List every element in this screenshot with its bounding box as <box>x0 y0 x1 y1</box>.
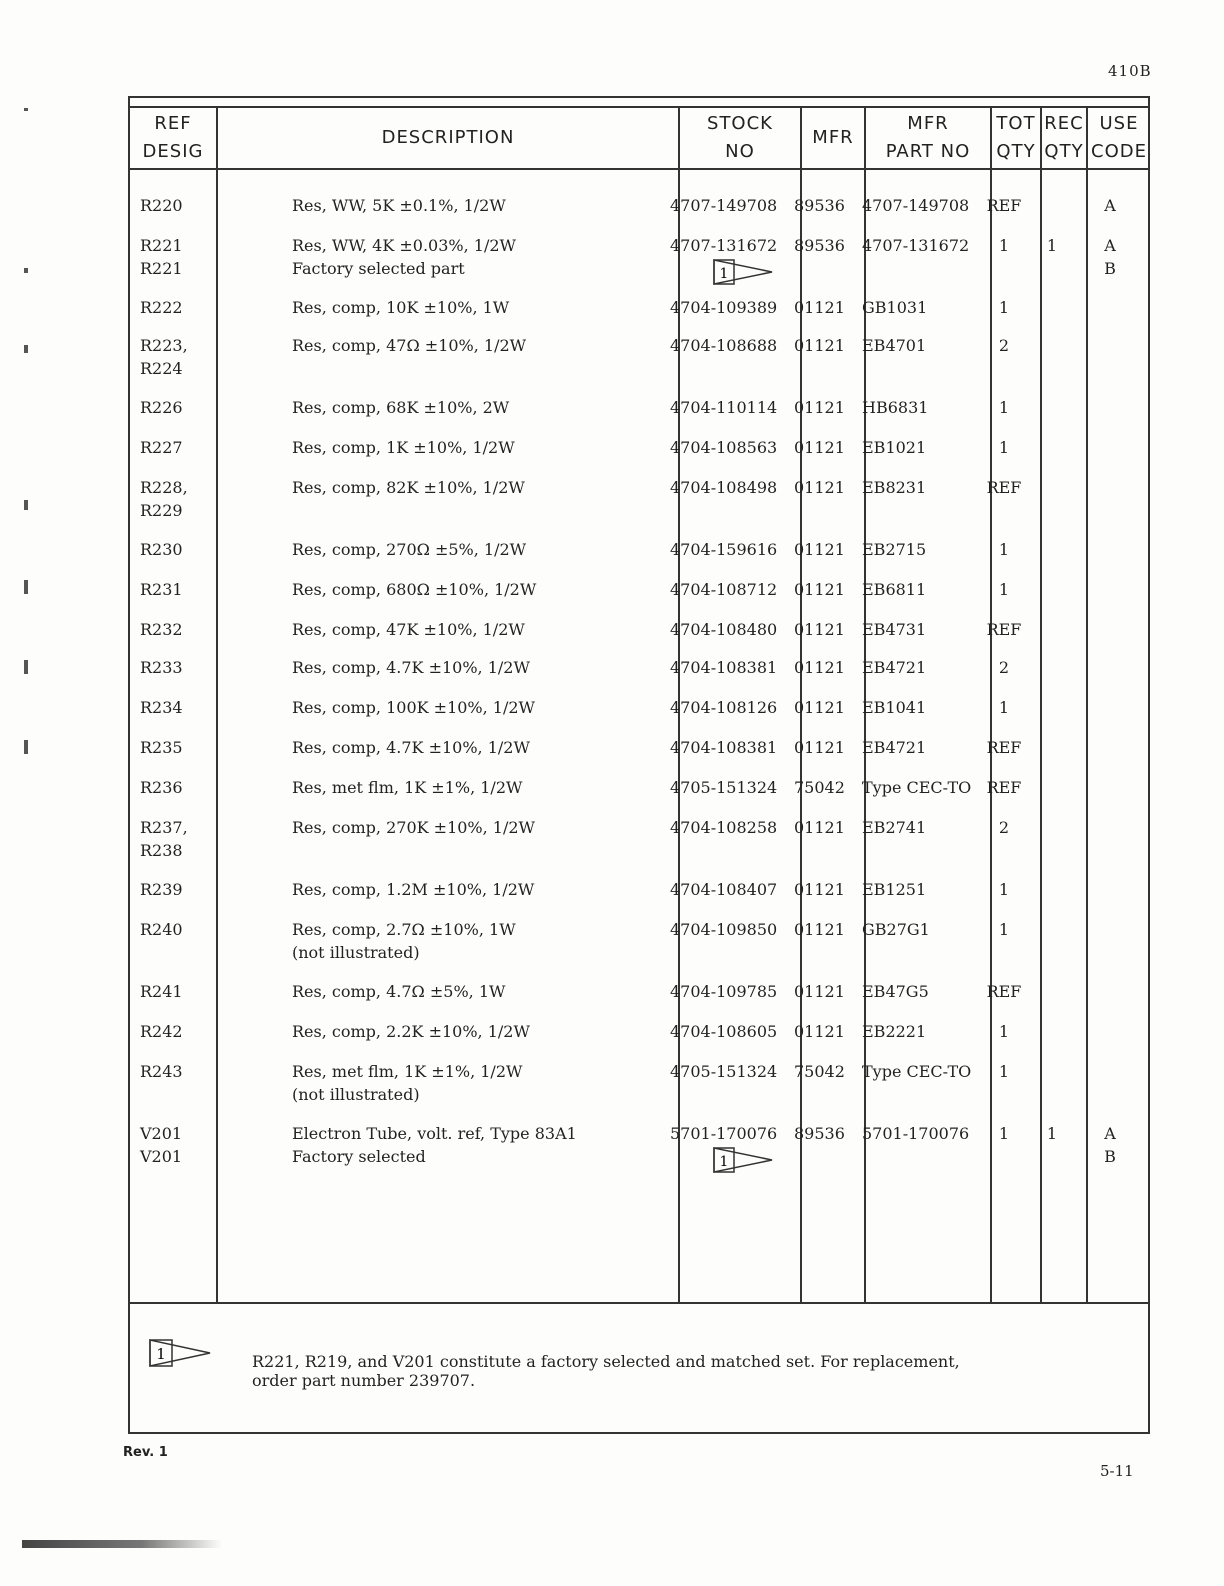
cell-stock: 4704-108480 <box>670 620 778 639</box>
cell-tot: REF <box>986 620 1022 639</box>
cell-mfr: 01121 <box>794 920 845 939</box>
cell-desc: Res, comp, 82K ±10%, 1/2W <box>292 478 525 497</box>
column-header-mfr: MFR <box>812 127 854 148</box>
cell-stock: 4705-151324 <box>670 778 778 797</box>
cell-part: 4707-131672 <box>862 236 970 255</box>
cell-tot: 2 <box>998 336 1010 355</box>
cell-use: A B <box>1104 236 1116 278</box>
table-row <box>130 424 1148 464</box>
cell-part: EB8231 <box>862 478 927 497</box>
cell-tot: REF <box>986 982 1022 1001</box>
cell-stock: 4704-108498 <box>670 478 778 497</box>
cell-desc: Res, comp, 47K ±10%, 1/2W <box>292 620 525 639</box>
cell-ref: R223, R224 <box>140 336 188 378</box>
cell-tot: 1 <box>998 1022 1010 1041</box>
cell-stock: 4704-108407 <box>670 880 778 899</box>
cell-stock: 4704-109389 <box>670 298 778 317</box>
column-header-part: MFR PART NO <box>885 113 971 162</box>
cell-part: Type CEC-TO <box>862 778 972 797</box>
cell-part: EB4731 <box>862 620 927 639</box>
flag-note-number: 1 <box>719 266 729 282</box>
note-text: R221, R219, and V201 constitute a factory selected and matched set. For replacement, order part number 239707. <box>252 1352 960 1390</box>
model-number: 410B <box>1108 62 1152 80</box>
cell-tot: 1 <box>998 698 1010 717</box>
cell-desc: Res, comp, 680Ω ±10%, 1/2W <box>292 580 537 599</box>
cell-stock: 4704-108126 <box>670 698 778 717</box>
cell-mfr: 75042 <box>794 778 845 797</box>
cell-part: GB1031 <box>862 298 928 317</box>
cell-ref: V201 V201 <box>140 1124 183 1166</box>
cell-ref: R234 <box>140 698 183 717</box>
cell-part: EB4721 <box>862 738 927 757</box>
table-row <box>130 566 1148 606</box>
cell-stock: 4704-108688 <box>670 336 778 355</box>
cell-mfr: 01121 <box>794 698 845 717</box>
column-header-description: DESCRIPTION <box>381 127 515 148</box>
cell-ref: R236 <box>140 778 183 797</box>
cell-stock: 4704-108381 <box>670 738 778 757</box>
cell-part: EB1021 <box>862 438 927 457</box>
cell-ref: R226 <box>140 398 183 417</box>
cell-rec: 1 <box>1046 1124 1058 1143</box>
cell-desc: Res, comp, 270Ω ±5%, 1/2W <box>292 540 527 559</box>
table-row <box>130 684 1148 724</box>
cell-tot: 1 <box>998 1062 1010 1081</box>
cell-desc: Res, comp, 10K ±10%, 1W <box>292 298 510 317</box>
cell-tot: 1 <box>998 298 1010 317</box>
cell-stock: 4707-149708 <box>670 196 778 215</box>
scan-artifact <box>22 1540 222 1548</box>
cell-ref: R222 <box>140 298 183 317</box>
cell-mfr: 01121 <box>794 880 845 899</box>
flag-note-icon <box>712 1146 776 1174</box>
flag-note-number: 1 <box>156 1345 166 1363</box>
cell-stock: 4704-109850 <box>670 920 778 939</box>
cell-tot: 2 <box>998 658 1010 677</box>
cell-mfr: 01121 <box>794 658 845 677</box>
cell-part: EB2221 <box>862 1022 927 1041</box>
cell-tot: REF <box>986 196 1022 215</box>
cell-ref: R240 <box>140 920 183 939</box>
column-header-use: USE CODE <box>1091 113 1147 162</box>
cell-stock: 4704-108258 <box>670 818 778 837</box>
table-row <box>130 182 1148 222</box>
cell-stock: 4704-109785 <box>670 982 778 1001</box>
revision-label: Rev. 1 <box>123 1445 168 1460</box>
cell-ref: R228, R229 <box>140 478 188 520</box>
cell-ref: R220 <box>140 196 183 215</box>
cell-mfr: 01121 <box>794 540 845 559</box>
cell-tot: 2 <box>998 818 1010 837</box>
table-row <box>130 464 1148 526</box>
cell-mfr: 01121 <box>794 438 845 457</box>
cell-ref: R231 <box>140 580 183 599</box>
cell-mfr: 01121 <box>794 738 845 757</box>
cell-part: EB1041 <box>862 698 927 717</box>
flag-note-icon <box>712 258 776 286</box>
cell-tot: 1 <box>998 398 1010 417</box>
cell-stock: 4704-108563 <box>670 438 778 457</box>
cell-tot: 1 <box>998 236 1010 255</box>
cell-tot: REF <box>986 478 1022 497</box>
cell-mfr: 01121 <box>794 478 845 497</box>
cell-tot: 1 <box>998 438 1010 457</box>
cell-desc: Res, comp, 2.2K ±10%, 1/2W <box>292 1022 530 1041</box>
table-row <box>130 1110 1148 1180</box>
cell-stock: 4705-151324 <box>670 1062 778 1081</box>
table-row <box>130 284 1148 322</box>
cell-desc: Res, met flm, 1K ±1%, 1/2W <box>292 778 523 797</box>
column-header-rec: REC QTY <box>1044 113 1084 162</box>
cell-desc: Res, comp, 68K ±10%, 2W <box>292 398 510 417</box>
cell-part: 5701-170076 <box>862 1124 970 1143</box>
cell-tot: 1 <box>998 1124 1010 1143</box>
cell-desc: Res, comp, 1.2M ±10%, 1/2W <box>292 880 535 899</box>
cell-mfr: 01121 <box>794 982 845 1001</box>
cell-part: EB2715 <box>862 540 927 559</box>
cell-mfr: 01121 <box>794 620 845 639</box>
table-row <box>130 1008 1148 1048</box>
column-header-ref: REF DESIG <box>142 113 204 162</box>
cell-ref: R239 <box>140 880 183 899</box>
cell-rec: 1 <box>1046 236 1058 255</box>
cell-ref: R221 R221 <box>140 236 183 278</box>
cell-ref: R230 <box>140 540 183 559</box>
table-row <box>130 644 1148 684</box>
cell-mfr: 01121 <box>794 336 845 355</box>
cell-desc: Res, comp, 4.7Ω ±5%, 1W <box>292 982 506 1001</box>
table-row <box>130 1048 1148 1110</box>
cell-mfr: 75042 <box>794 1062 845 1081</box>
table-row <box>130 222 1148 284</box>
flag-note-number: 1 <box>719 1154 729 1170</box>
cell-tot: 1 <box>998 880 1010 899</box>
table-row <box>130 322 1148 384</box>
cell-stock: 4704-108605 <box>670 1022 778 1041</box>
table-row <box>130 606 1148 644</box>
cell-part: Type CEC-TO <box>862 1062 972 1081</box>
cell-tot: REF <box>986 738 1022 757</box>
cell-mfr: 89536 <box>794 236 845 255</box>
cell-part: EB4721 <box>862 658 927 677</box>
cell-part: EB4701 <box>862 336 927 355</box>
cell-desc: Res, comp, 1K ±10%, 1/2W <box>292 438 515 457</box>
cell-desc: Res, comp, 100K ±10%, 1/2W <box>292 698 535 717</box>
table-row <box>130 906 1148 968</box>
cell-stock: 4707-131672 <box>670 236 778 255</box>
table-row <box>130 968 1148 1008</box>
cell-desc: Res, comp, 4.7K ±10%, 1/2W <box>292 738 530 757</box>
table-row <box>130 384 1148 424</box>
cell-stock: 4704-159616 <box>670 540 778 559</box>
flag-note-icon <box>148 1338 212 1368</box>
cell-mfr: 01121 <box>794 580 845 599</box>
cell-mfr: 89536 <box>794 1124 845 1143</box>
table-row <box>130 526 1148 566</box>
cell-desc: Electron Tube, volt. ref, Type 83A1 Factory selected <box>292 1124 577 1166</box>
cell-part: EB2741 <box>862 818 927 837</box>
cell-desc: Res, comp, 47Ω ±10%, 1/2W <box>292 336 527 355</box>
cell-mfr: 89536 <box>794 196 845 215</box>
cell-tot: 1 <box>998 920 1010 939</box>
cell-desc: Res, comp, 2.7Ω ±10%, 1W (not illustrated) <box>292 920 516 962</box>
cell-part: HB6831 <box>862 398 929 417</box>
cell-desc: Res, comp, 4.7K ±10%, 1/2W <box>292 658 530 677</box>
cell-mfr: 01121 <box>794 298 845 317</box>
cell-use: A B <box>1104 1124 1116 1166</box>
cell-stock: 5701-170076 <box>670 1124 778 1143</box>
cell-mfr: 01121 <box>794 818 845 837</box>
cell-tot: 1 <box>998 540 1010 559</box>
cell-ref: R242 <box>140 1022 183 1041</box>
cell-ref: R235 <box>140 738 183 757</box>
cell-desc: Res, comp, 270K ±10%, 1/2W <box>292 818 535 837</box>
parts-list-table <box>128 96 1150 1434</box>
column-header-stock: STOCK NO <box>707 113 773 162</box>
cell-ref: R232 <box>140 620 183 639</box>
cell-stock: 4704-110114 <box>670 398 778 417</box>
cell-mfr: 01121 <box>794 1022 845 1041</box>
cell-stock: 4704-108712 <box>670 580 778 599</box>
table-header <box>130 106 1148 170</box>
cell-tot: 1 <box>998 580 1010 599</box>
notes-section <box>130 1302 1148 1432</box>
cell-ref: R233 <box>140 658 183 677</box>
cell-ref: R227 <box>140 438 183 457</box>
cell-desc: Res, WW, 5K ±0.1%, 1/2W <box>292 196 506 215</box>
cell-desc: Res, met flm, 1K ±1%, 1/2W (not illustrated) <box>292 1062 523 1104</box>
table-body <box>130 182 1148 1292</box>
cell-stock: 4704-108381 <box>670 658 778 677</box>
cell-desc: Res, WW, 4K ±0.03%, 1/2W Factory selected part <box>292 236 516 278</box>
cell-ref: R241 <box>140 982 183 1001</box>
cell-mfr: 01121 <box>794 398 845 417</box>
cell-ref: R243 <box>140 1062 183 1081</box>
table-row <box>130 724 1148 764</box>
cell-ref: R237, R238 <box>140 818 188 860</box>
table-row <box>130 804 1148 866</box>
cell-part: 4707-149708 <box>862 196 970 215</box>
cell-part: EB6811 <box>862 580 927 599</box>
cell-part: EB1251 <box>862 880 927 899</box>
cell-use: A <box>1104 196 1116 215</box>
cell-part: GB27G1 <box>862 920 930 939</box>
page-number: 5-11 <box>1100 1462 1134 1480</box>
table-row <box>130 866 1148 906</box>
cell-tot: REF <box>986 778 1022 797</box>
cell-part: EB47G5 <box>862 982 929 1001</box>
table-row <box>130 764 1148 804</box>
column-header-tot: TOT QTY <box>996 113 1036 162</box>
